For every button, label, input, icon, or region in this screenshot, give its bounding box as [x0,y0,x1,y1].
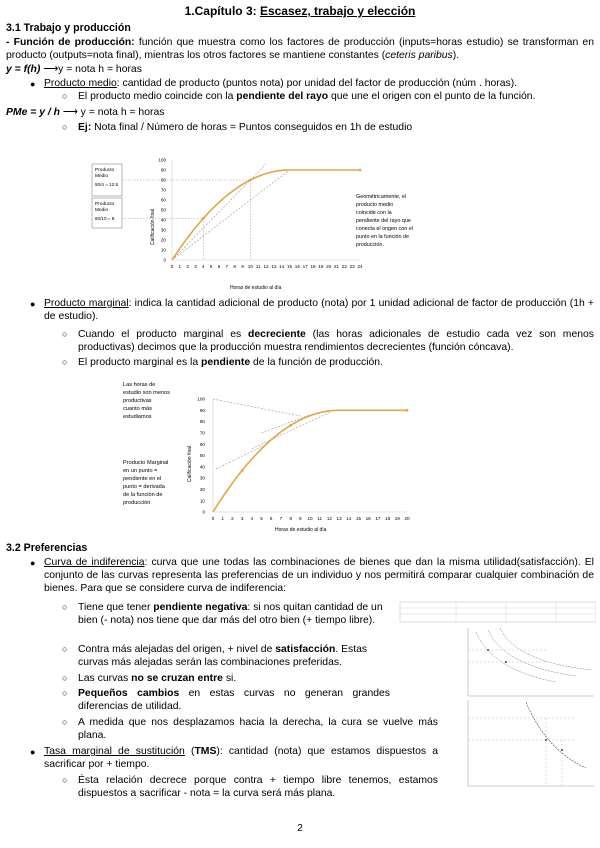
fig1-xtick: 6 [217,264,221,269]
fig2-tangent [252,413,330,449]
fig1-box-2 [92,198,122,228]
fig2-points [241,409,409,472]
fig2-xtick: 12 [326,516,332,521]
marginal-product-figure [115,374,425,538]
fig1-xtick: 21 [333,264,340,269]
fig2-ytick: 100 [197,396,205,402]
fig2-note2-line: Producto Marginal [123,460,169,466]
mrs-paren: ( [184,746,195,757]
fig2-ylabel: Calificación final [187,445,193,482]
fig2-xtick: 0 [211,516,215,521]
example-line [78,121,596,134]
fig2-xlabel: Horas de estudio al día [275,527,327,533]
fig1-xtick: 13 [271,264,277,269]
page-number: 2 [297,823,303,834]
example-lead: Ej: [78,122,92,133]
fig1-point [249,179,252,182]
bullet-dot: ● [30,79,36,89]
fig1-xtick: 24 [357,264,363,269]
fig1-note-line: producción. [356,242,384,248]
chapter-name: Escasez, trabajo y elección [259,4,416,18]
fig1-xtick: 12 [263,264,269,269]
fig1-xtick: 5 [209,264,213,269]
fig2-xtick: 6 [269,516,273,521]
fig2-ytick: 60 [199,441,205,447]
chapter-title [0,5,600,18]
fig1-guides [122,164,290,260]
fig2-ytick: 50 [199,453,205,459]
fig1-box1-line3: 50/4 = 12.5 [95,182,119,187]
fig1-xtick: 23 [349,264,355,269]
section-heading-3-1: 3.1 Trabajo y producción [6,22,131,34]
fig1-box2-line3: 80/10 = 8 [95,216,115,221]
fig1-box2-line2: Medio [95,208,109,213]
fig1-xtick: 0 [170,264,174,269]
ic2-a: Contra más alejadas del origen, + nivel de [78,644,276,655]
average-product-item [44,77,596,90]
mrs-subitem: Ésta relación decrece porque contra + tiempo libre tenemos, estamos dispuestos a sacrificar - nota = la curva será más plana. [78,775,438,800]
fig1-note-line: punto en la función de [356,234,410,240]
fig2-xtick: 3 [240,516,244,521]
fig2-tangent [216,446,262,469]
mrs-item [44,745,438,771]
indifference-curves-figure [396,600,596,800]
fig1-note-line: conecta el origen con el [356,226,413,232]
fig1-ytick: 70 [160,187,166,193]
fig2-point [406,409,409,412]
fig1-xtick: 3 [194,264,197,269]
fig1-ytick: 10 [160,247,166,253]
ic2-c: . Estas curvas más alejadas serán las combinaciones preferidas. [78,644,368,669]
fig1-ytick: 60 [160,197,166,203]
fig2-xtick: 14 [346,516,352,521]
fig1-ytick: 50 [160,207,166,213]
fig1-xtick: 18 [310,264,316,269]
fig2-note1-line: estudio son menos [123,390,170,396]
bullet-dot: ● [30,558,36,568]
ic-table-thumbnail [400,602,596,622]
fig1-xtick: 20 [326,264,332,269]
sub-bullet-circle: ○ [62,122,68,132]
fig2-xtick: 1 [221,516,224,521]
ic-graph-top [468,628,594,696]
section-heading-3-2: 3.2 Preferencias [6,542,88,554]
fig2-xtick: 17 [375,516,381,521]
indifference-curve-item [44,556,594,596]
ic-property-5: A medida que nos desplazamos hacia la derecha, la cura se vuelve más plana. [78,717,438,742]
fig1-xtick: 9 [241,264,244,269]
bullet-dot: ● [30,747,36,757]
fig2-xtick: 2 [231,516,234,521]
fig2-xtick: 5 [260,516,263,521]
ic1-b: pendiente negativa [153,602,248,613]
fig1-box2-line1: Producto [95,202,115,207]
fig2-ytick: 30 [199,475,205,481]
fig1-xticks [171,264,363,269]
fig1-production-curve [172,170,360,260]
average-product-figure [80,150,450,292]
fig1-ytick: 80 [160,177,166,183]
fig1-xtick: 14 [279,264,285,269]
fig2-xtick: 18 [385,516,391,521]
equation-production-formula: y = f(h) [6,64,41,75]
indifference-curve-term: Curva de indiferencia [44,557,145,568]
ic1-a: Tiene que tener [78,602,154,613]
fig1-ytick: 90 [160,167,166,173]
mrs-term: Tasa marginal de sustitución [44,746,185,757]
fig1-xtick: 19 [318,264,324,269]
sub-bullet-circle: ○ [62,357,68,367]
fig1-xtick: 1 [178,264,182,269]
fig1-ytick: 100 [158,157,166,163]
fig2-xtick: 8 [289,516,292,521]
fig2-xtick: 9 [299,516,302,521]
fig1-ytick: 40 [160,217,166,223]
average-product-term: Producto medio [44,78,117,89]
fig2-xtick: 15 [355,516,362,521]
fig1-xtick: 17 [302,264,308,269]
pmg-sub2-b: pendiente [201,357,251,368]
fig2-note1-line: productivas [123,398,152,404]
fig1-box1-line1: Producto [95,168,115,173]
production-function-end: ). [452,50,460,62]
fig2-ytick: 10 [199,498,205,504]
fig2-xtick: 13 [336,516,342,521]
fig1-xtick: 7 [225,264,229,269]
fig2-ytick: 80 [199,419,205,425]
production-function-paragraph [6,36,594,62]
sub-bullet-circle: ○ [62,775,68,785]
ic3-a: Las curvas [78,673,132,684]
fig1-xtick: 2 [186,264,189,269]
fig2-ytick: 90 [199,407,205,413]
fig1-box1-line2: Medio [95,174,109,179]
pm-sub-a: El producto medio coincide con la [78,91,237,102]
fig2-note1-line: cuanto más [123,406,152,412]
marginal-product-subitem-2 [78,356,594,369]
fig2-note2-line: pendiente en el [123,476,162,482]
fig1-point [359,169,362,172]
fig2-ytick: 70 [199,430,205,436]
ic-graph-bottom [468,700,594,786]
ic-property-2 [78,643,398,669]
marginal-product-subitem-1 [78,328,594,354]
equation-production-legend: ⟶y = nota h = horas [40,64,142,75]
fig1-note [356,194,413,248]
pmg-sub2-c: de la función de producción. [250,357,383,368]
pmg-sub1-c: (las horas adicionales de estudio cada vez son menos productivas) decimos que la producción muestra rendimientos decrecientes (función cóncava). [78,329,594,354]
fig2-xtick: 4 [250,516,254,521]
fig2-note-2 [123,460,168,506]
fig1-note-line: Geométricamente, el [356,194,407,200]
fig2-xticks [212,516,410,521]
sub-bullet-circle: ○ [62,717,68,727]
fig2-xtick: 7 [279,516,283,521]
fig2-tangent [262,415,311,433]
equation-average-legend: ⟶ y = nota h = horas [60,107,165,118]
marginal-product-item [44,297,594,323]
fig1-xtick: 16 [294,264,300,269]
fig1-ray [172,170,290,260]
fig1-xtick: 11 [255,264,261,269]
fig2-xtick: 16 [365,516,371,521]
pm-sub-b: pendiente del rayo [236,91,329,102]
marginal-product-text: : indica la cantidad adicional de producto (nota) por 1 unidad adicional de factor de producción (1h + de estudio). [44,298,595,323]
fig1-note-line: coincide con la [356,210,392,216]
ic3-b: no se cruzan entre [131,673,223,684]
fig1-box-1 [92,164,122,196]
ic-property-3 [78,672,398,685]
fig2-note2-line: en un punto = [123,468,158,474]
ceteris-paribus: ceteris paribus [385,50,453,62]
pmg-sub2-a: El producto marginal es la [78,357,202,368]
fig2-xtick: 10 [307,516,313,521]
fig1-ytick: 0 [163,257,166,263]
fig1-xlabel: Horas de estudio al día [230,285,282,291]
fig1-ytick: 30 [160,227,166,233]
fig2-ytick: 40 [199,464,205,470]
production-function-lead: - Función de producción: [6,37,135,48]
sub-bullet-circle: ○ [62,673,68,683]
average-product-subitem [78,90,596,103]
mrs-text: ): cantidad (nota) que estamos dispuestos a sacrificar por + tiempo. [44,746,438,771]
mrs-abbr: TMS [194,746,217,757]
fig1-note-line: producto medio [356,202,394,208]
chapter-number: 1.Capítulo 3: [184,4,260,18]
indifference-curve-text: : curva que une todas las combinaciones de bienes que dan la misma utilidad(satisfacción). El conjunto de las curvas representa las preferencias de un individuo y nos permitirá comparar cualquier combinación de bienes. Para que se considere curva de indiferencia: [44,557,594,595]
ic-property-1 [78,601,398,627]
fig2-xtick: 11 [317,516,323,521]
fig2-point [289,424,292,427]
pm-sub-c: que une el origen con el punto de la función. [328,91,536,102]
fig2-tangent [213,399,300,416]
pmg-sub1-b: decreciente [248,329,306,340]
fig1-xtick: 4 [202,264,205,269]
fig1-ytick: 20 [160,237,166,243]
marginal-product-term: Producto marginal [44,298,129,309]
production-function-text: función que muestra como los factores de producción (inputs=horas estudio) se transforman en producto (outputs=nota final), mientras los otros factores se mantiene constantes ( [6,37,594,62]
fig2-ytick: 0 [202,509,205,515]
ic3-c: si. [222,673,237,684]
fig1-xtick: 8 [233,264,236,269]
sub-bullet-circle: ○ [62,602,68,612]
fig2-ytick: 20 [199,487,205,492]
equation-production [6,63,142,76]
fig1-point [202,217,205,220]
equation-average-formula: PMe = y / h [6,107,60,118]
fig2-yticks [197,397,205,515]
fig1-xtick: 15 [286,264,293,269]
fig2-production-curve [213,410,407,512]
ic-property-4 [78,687,390,713]
bullet-dot: ● [30,299,36,309]
sub-bullet-circle: ○ [62,329,68,339]
ic1-c: : si nos quitan cantidad de un bien (- nota) nos tiene que dar más del otro bien (+ tiempo libre). [78,602,383,627]
fig2-point [241,469,244,472]
fig2-xtick: 19 [394,516,400,521]
fig1-note-line: pendiente del rayo que [356,218,411,224]
sub-bullet-circle: ○ [62,644,68,654]
average-product-text: : cantidad de producto (puntos nota) por unidad del factor de producción (núm . horas). [116,78,518,89]
fig2-tangents [213,399,329,469]
ic2-b: satisfacción [275,644,336,655]
ic4-b: en estas curvas no generan grandes diferencias de utilidad. [78,688,390,713]
fig1-xtick: 22 [341,264,347,269]
sub-bullet-circle: ○ [62,688,68,698]
sub-bullet-circle: ○ [62,91,68,101]
fig2-note1-line: Las horas de [123,382,156,388]
fig2-note2-line: punto = derivada [123,484,165,490]
fig1-yticks [158,158,166,263]
fig1-ylabel: Calificación final [150,208,156,245]
pmg-sub1-a: Cuando el producto marginal es [78,329,249,340]
equation-average-product [6,106,164,119]
fig1-xtick: 10 [247,264,253,269]
fig2-note2-line: producción [123,500,151,506]
fig2-note1-line: estudiamos [123,414,152,420]
example-text: Nota final / Número de horas = Puntos conseguidos en 1h de estudio [91,122,413,133]
fig2-note2-line: de la función de [123,492,163,498]
fig2-note-1 [123,382,170,420]
ic4-a: Pequeños cambios [78,688,180,699]
fig2-xtick: 20 [404,516,410,521]
